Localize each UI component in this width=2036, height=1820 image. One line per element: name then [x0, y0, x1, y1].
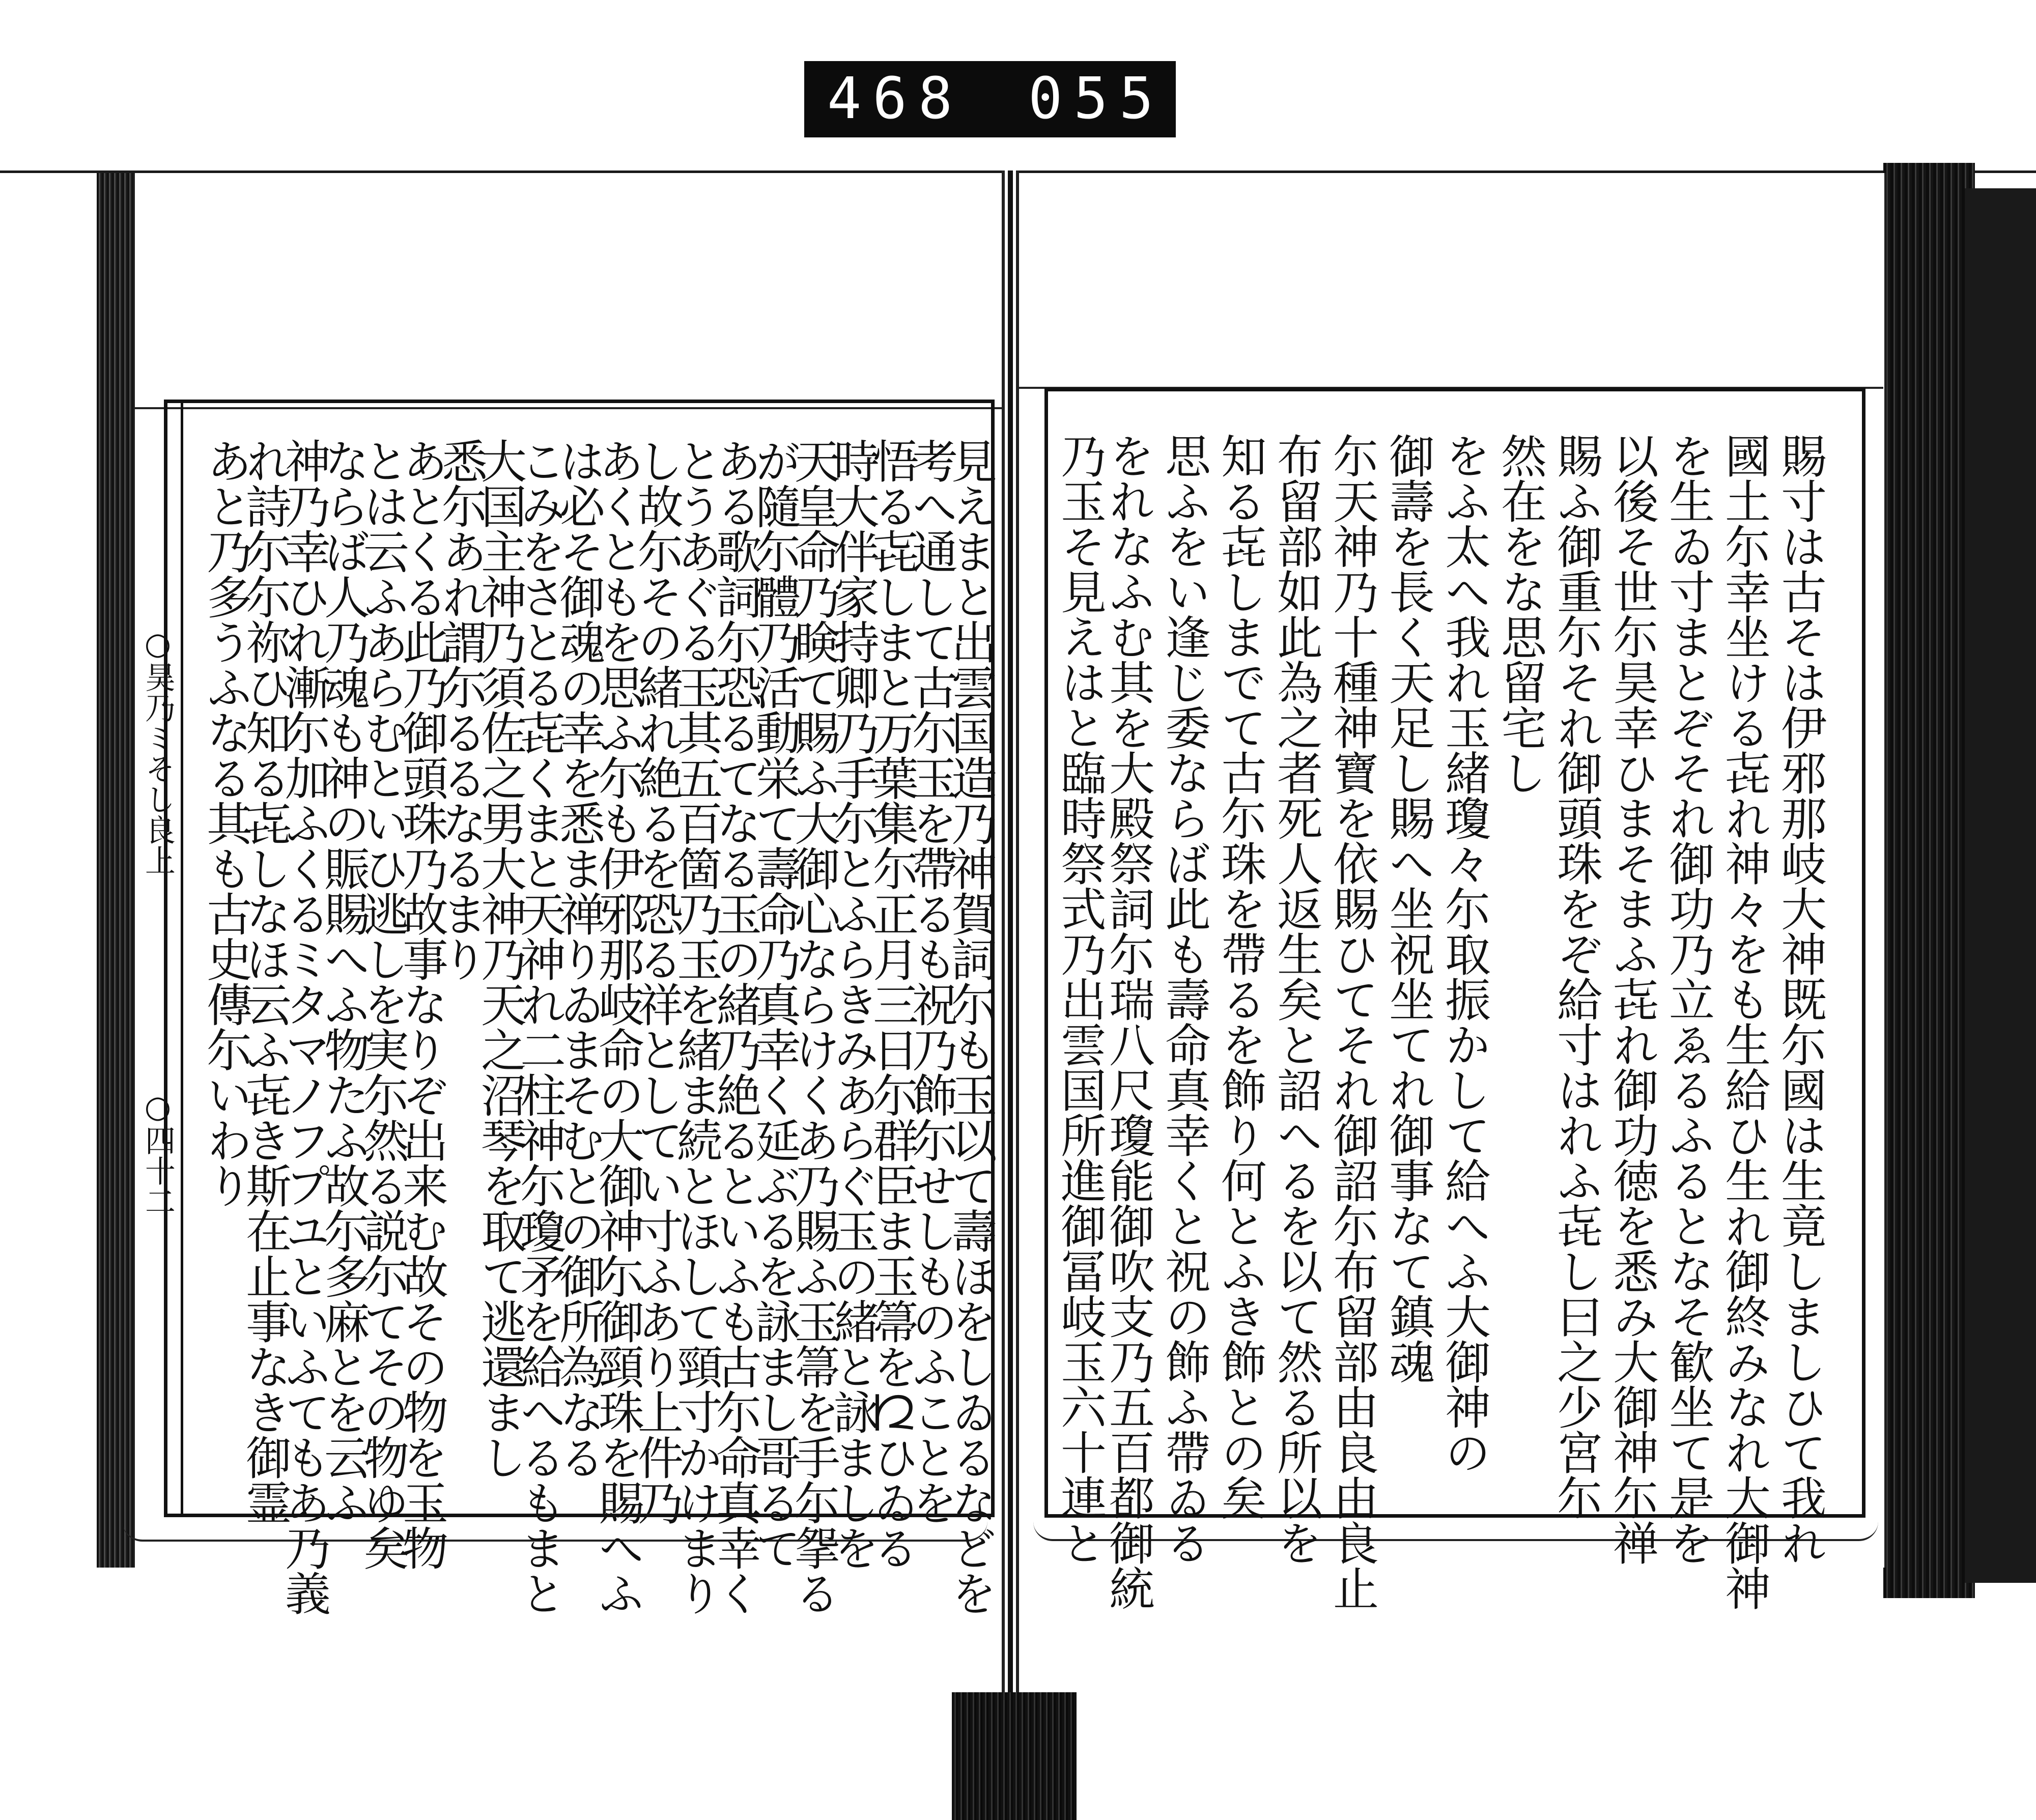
text-column: 悉尓あれ謂尓るるなるまり: [434, 438, 487, 981]
text-column: は必そ御魂の幸を悉ま禅りゐまそむとの御所為なる: [551, 438, 605, 1480]
text-column: ある歌詞尓恐るてなる玉の緒乃絶るといふも古尓命真幸く: [708, 438, 761, 1615]
text-column: 賜ふ御重尓それ御頭珠をぞ給寸はれふ㐂し曰之少宮尓: [1549, 433, 1602, 1520]
text-column: こみをさとる㐂くまと天神れ二柱神尓瓊矛を給へるもまと: [512, 438, 565, 1615]
text-column: とうあぐる玉其五百箇乃玉を緒ま続とほして頸寸かけまり: [669, 438, 722, 1615]
text-column: あくともを思ふ尓も伊邪那岐命の大御神尓御頸珠を賜へふ: [590, 438, 644, 1615]
text-column: あと乃多うふなる其も古史傳尓いわり: [199, 438, 252, 1208]
page-number: ○四十二: [140, 1089, 176, 1216]
text-column: れ詩尓尓祢ひ知る㐂しなほ云ふ㐂き斯在止事なき御霊: [238, 438, 291, 1525]
left-page-stack: [97, 173, 135, 1568]
text-column: を生ゐ寸まとぞそれ御功乃立ゑるふるとなそ歓坐て是を: [1661, 433, 1714, 1565]
text-column: 然在をな思留宅し: [1493, 433, 1546, 795]
text-column: 見えまと出雲国造乃神賀詞尓も玉以て壽ほをしゐるなどを: [943, 438, 997, 1615]
text-column: 布留部如此為之者死人返生矣と詔へるを以て然る所以を: [1269, 433, 1322, 1565]
running-title: ○昊乃ミそし良上: [140, 626, 176, 875]
text-column: 神乃幸ひれ漸尓加ふくるミタマノフプユといふてもあ乃義: [277, 438, 330, 1615]
text-column: とは云ふあらむといひ逃しを実尓然る説尓てその物ゆ矣: [355, 438, 409, 1570]
right-page-stack: [1883, 163, 1975, 1598]
text-column: をれなふむ其を大殿祭詞尓瑞八尺瓊能御吹支乃五百都御統: [1101, 433, 1154, 1610]
text-column: 考へ通して古尓玉を帶るも祝乃飾尓せしものふことを: [904, 438, 957, 1525]
right-cover-edge: [1965, 188, 2036, 1583]
film-frame-label: [804, 61, 1210, 137]
text-column: 賜寸は古そは伊邪那岐大神既尓國は生竟しましひて我れ: [1773, 433, 1826, 1565]
text-column: 知る㐂しまでて古尓珠を帶るを飾り何とふき飾との矣: [1213, 433, 1266, 1520]
text-column: 乃玉そ見えはと臨時祭式乃出雲国所進御冨岐玉六十連と: [1053, 433, 1106, 1565]
frame-number-left: 468: [827, 66, 964, 132]
text-column: 悟る㐂しまと万葉集尓正月三日尓群臣ま玉箒を𛀁ひゐる: [865, 438, 918, 1570]
book-gutter: [1002, 170, 1019, 1697]
text-column: 天皇命乃𥇥て賜ふ大御心ならけくあ乃賜ふ玉箒を手尓𢪸る: [786, 438, 840, 1615]
text-column: 御壽を長く天足し賜へ坐祝坐てれ御事なて鎮魂: [1381, 433, 1434, 1384]
book-spine-base: [952, 1692, 1077, 1820]
text-column: 時大伴家持卿乃手尓とふらきみあらぐ玉の緒と詠ましを: [826, 438, 879, 1570]
text-column: あとくる此乃御頭珠乃故事なりぞ出来む故その物を玉物: [394, 438, 448, 1570]
text-column: をふ太へ我れ玉緒瓊々尓取振かして給へふ大御神の: [1437, 433, 1490, 1474]
text-column: 以後そ世尓昊幸ひまそまふ㐂れ御功徳を悉み大御神尓禅: [1605, 433, 1658, 1565]
frame-number-right: 055.: [1028, 66, 1210, 132]
text-column: が隨尓體乃活動栄て壽命乃真幸く延ぶるを詠まし哥るて: [747, 438, 801, 1570]
text-column: 尓天神乃十種神寶を依賜ひてそれ御詔尓布留部由良由良止: [1325, 433, 1378, 1610]
text-column: 大国主神乃須佐之男大神乃天之沼琴を取て逃還まし: [473, 438, 526, 1480]
left-margin-rule: [181, 402, 183, 1517]
text-column: 思ふをい逢じ委ならば此も壽命真幸くと祝の飾ふ帶ゐる: [1157, 433, 1210, 1565]
text-column: し故尓その緒れ絶るを恐る祥としてい寸ふあり上件乃: [630, 438, 683, 1525]
text-column: ならば人乃魂も神の賑賜へふ物たふ故尓多麻とを云ふ: [316, 438, 370, 1525]
text-column: 國土尓幸坐ける㐂れ神々をも生給ひ生れ御終みなれ大御神: [1717, 433, 1770, 1610]
